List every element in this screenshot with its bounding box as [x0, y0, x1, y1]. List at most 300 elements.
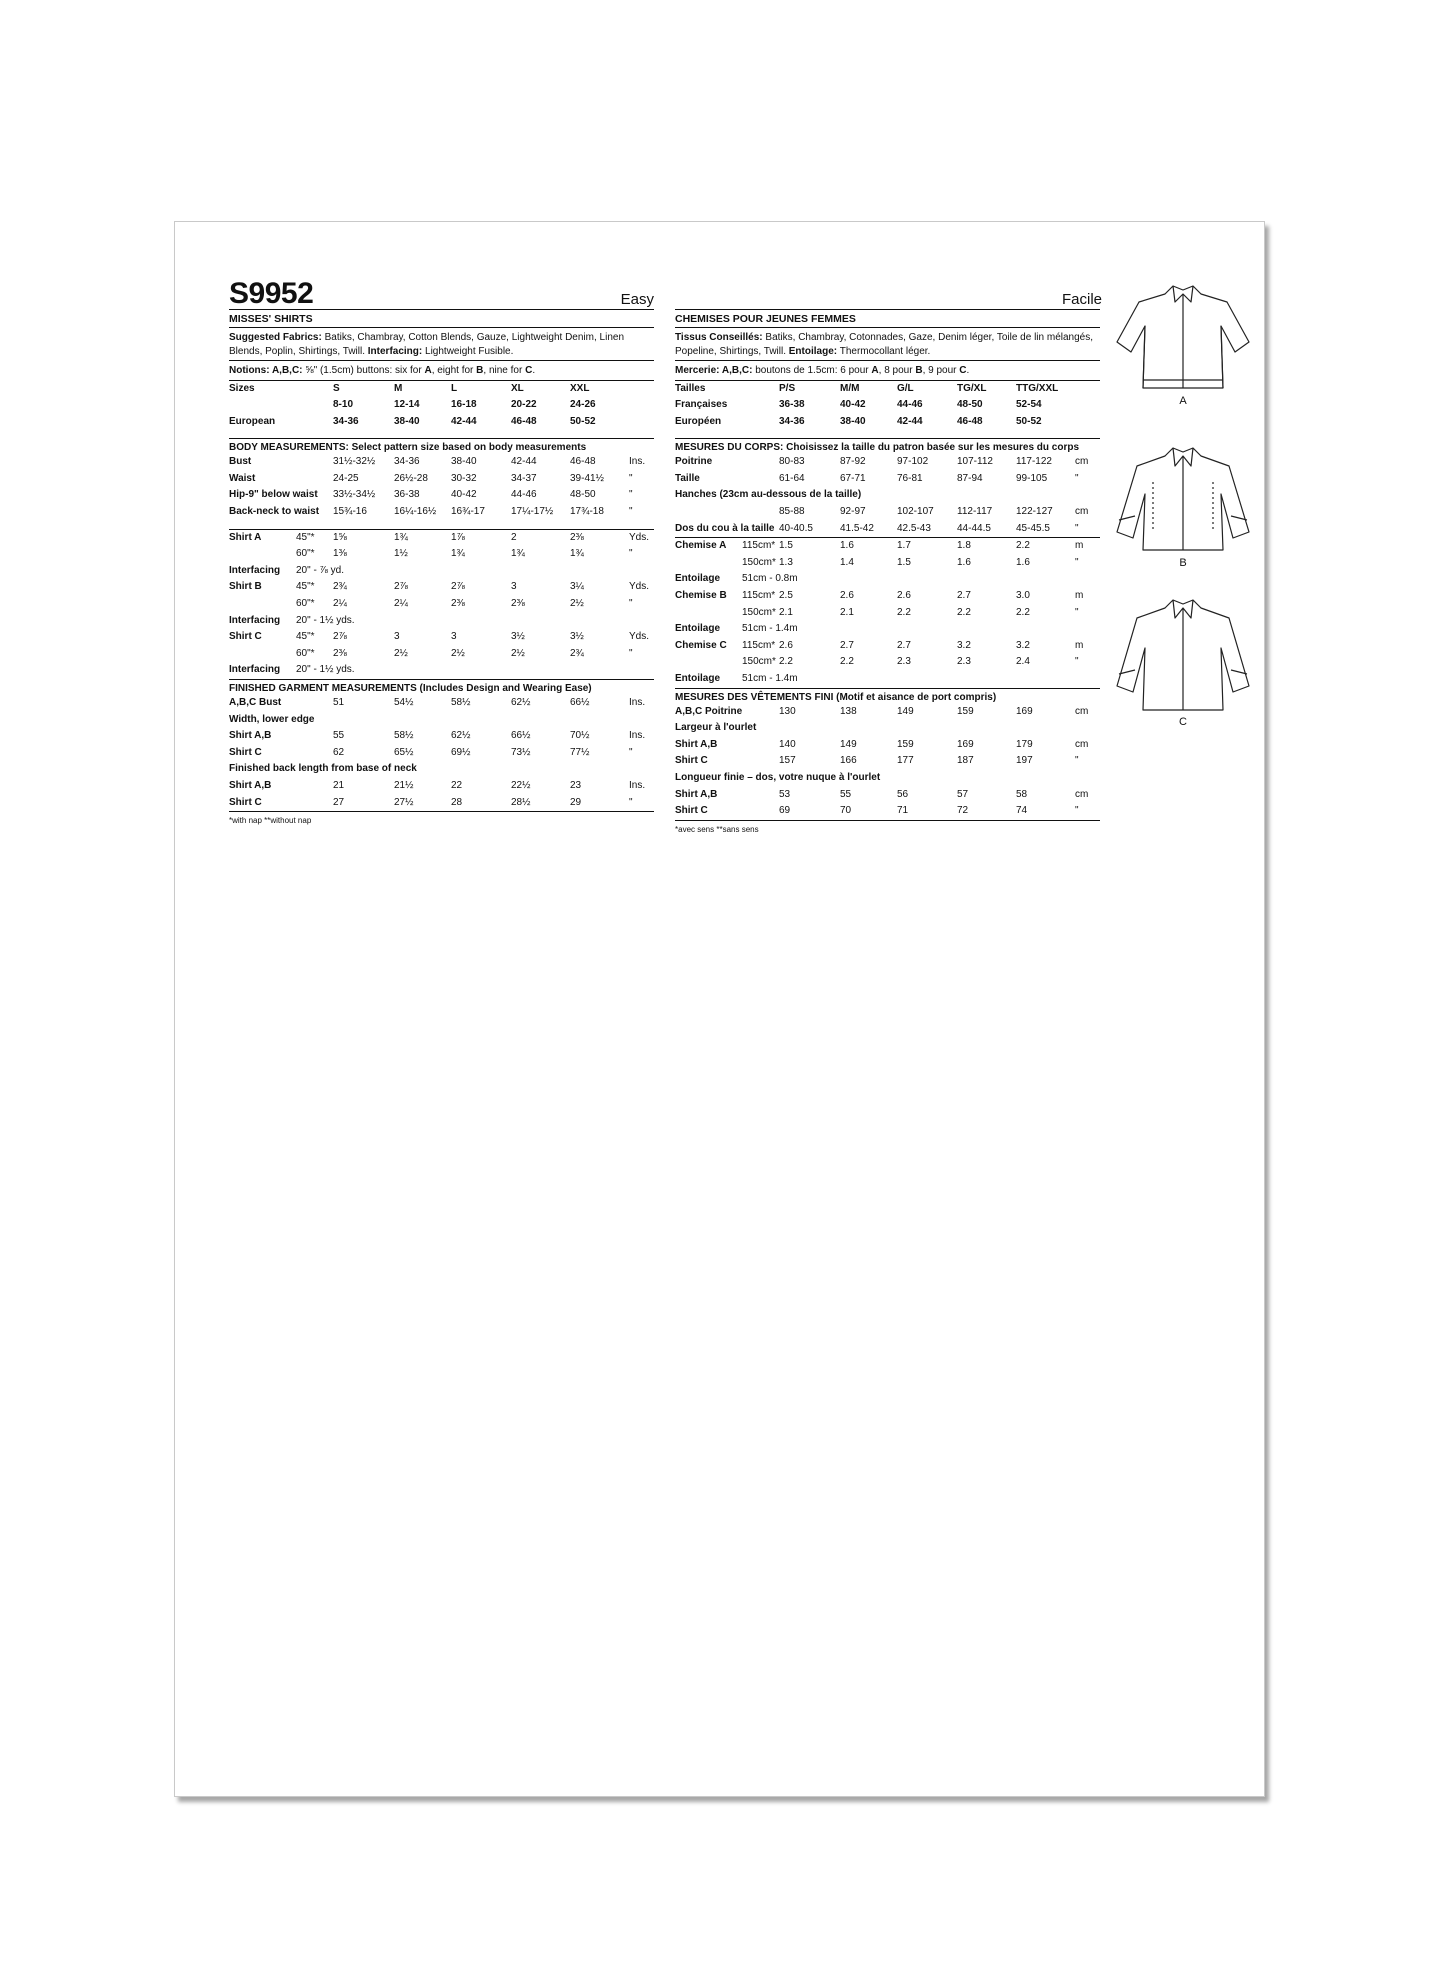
- english-column: [229, 279, 654, 825]
- table-cell: 66½: [511, 730, 531, 742]
- table-cell: 29: [570, 796, 582, 808]
- table-cell: 58½: [394, 730, 414, 742]
- table-cell: 3½: [570, 631, 584, 643]
- notions-text-fr-3: , 9 pour: [922, 365, 957, 376]
- table-cell: 44-46: [897, 399, 923, 411]
- table-cell: 2.2: [1016, 540, 1030, 552]
- table-cell: ": [1075, 472, 1079, 484]
- table-row: [675, 671, 1100, 688]
- table-cell: 69½: [451, 746, 471, 758]
- table-cell: 2.2: [1016, 606, 1030, 618]
- table-cell: 1⅜: [333, 548, 347, 560]
- table-cell: 166: [840, 755, 857, 767]
- difficulty-level-fr: Facile: [1061, 291, 1102, 308]
- table-cell: 34-36: [394, 456, 420, 468]
- table-row: [675, 471, 1100, 488]
- row-label: Shirt B: [229, 581, 262, 593]
- table-cell: M: [394, 382, 403, 394]
- table-cell: 149: [840, 738, 857, 750]
- table-row: [229, 712, 654, 729]
- table-cell: cm: [1075, 456, 1089, 468]
- notions-view-b: B: [476, 365, 484, 376]
- table-cell: 8-10: [333, 399, 354, 411]
- table-cell: 41.5-42: [840, 522, 874, 534]
- table-cell: ": [629, 506, 633, 518]
- table-cell: 46-48: [957, 415, 983, 427]
- table-cell: 2⅜: [511, 598, 525, 610]
- header-fr: [675, 279, 1100, 310]
- table-cell: XXL: [570, 382, 590, 394]
- table-row: [229, 613, 654, 630]
- fabrics-label: Suggested Fabrics:: [229, 332, 322, 343]
- row-label: Shirt C: [229, 631, 262, 643]
- table-cell: 69: [779, 805, 791, 817]
- table-cell: 40-42: [451, 489, 477, 501]
- table-row: [675, 381, 1100, 398]
- table-cell: XL: [511, 382, 524, 394]
- table-cell: 1¾: [511, 548, 525, 560]
- row-label: Interfacing: [229, 614, 281, 626]
- table-cell: M/M: [840, 382, 860, 394]
- table-cell: ": [629, 796, 633, 808]
- table-row: [675, 571, 1100, 588]
- table-cell: ": [1075, 805, 1079, 817]
- notions-view-a-fr: A: [871, 365, 879, 376]
- table-cell: 115cm*: [742, 590, 776, 602]
- fabrics-label-fr: Tissus Conseillés:: [675, 332, 763, 343]
- body-measurements-table: [229, 454, 654, 520]
- table-cell: 2.6: [779, 639, 793, 651]
- table-cell: 115cm*: [742, 639, 776, 651]
- fabrics-paragraph-fr: [675, 328, 1100, 361]
- table-cell: 60"*: [296, 647, 315, 659]
- table-cell: 51cm - 1.4m: [742, 623, 798, 635]
- table-row: [229, 414, 654, 431]
- table-row: [675, 538, 1100, 555]
- table-cell: ": [629, 647, 633, 659]
- table-cell: 40-40.5: [779, 522, 813, 534]
- table-row: [229, 563, 654, 580]
- table-cell: 16-18: [451, 399, 477, 411]
- row-label: Shirt C: [229, 796, 262, 808]
- table-cell: 159: [897, 738, 914, 750]
- table-cell: 2½: [570, 598, 584, 610]
- table-cell: 177: [897, 755, 914, 767]
- row-label: Entoilage: [675, 623, 721, 635]
- notions-text-3: , nine for: [483, 365, 523, 376]
- footnote-fr: *avec sens **sans sens: [675, 824, 759, 834]
- table-cell: 20" - 1½ yds.: [296, 664, 355, 676]
- row-label: Sizes: [229, 382, 255, 394]
- table-row: [229, 487, 654, 504]
- table-cell: 3.2: [1016, 639, 1030, 651]
- sketch-view-b: [1109, 442, 1257, 569]
- french-column: [675, 279, 1100, 834]
- table-cell: 45"*: [296, 581, 315, 593]
- table-cell: 1.3: [779, 556, 793, 568]
- table-row: [229, 795, 654, 812]
- table-row: [675, 720, 1100, 737]
- table-cell: 57: [957, 788, 969, 800]
- table-cell: cm: [1075, 705, 1089, 717]
- table-row: [675, 803, 1100, 820]
- table-cell: 2¾: [570, 647, 584, 659]
- table-cell: Yds.: [629, 581, 650, 593]
- table-cell: m: [1075, 639, 1084, 651]
- table-cell: 3¼: [570, 581, 584, 593]
- table-cell: 2⅞: [451, 581, 465, 593]
- row-label: Finished back length from base of neck: [229, 763, 417, 775]
- table-cell: 48-50: [957, 399, 983, 411]
- table-cell: 24-25: [333, 472, 359, 484]
- table-row: [229, 579, 654, 596]
- notions-text-fr-2: , 8 pour: [878, 365, 913, 376]
- table-cell: 102-107: [897, 506, 934, 518]
- table-cell: 1.7: [897, 540, 911, 552]
- table-row: [675, 397, 1100, 414]
- row-label: Chemise B: [675, 590, 727, 602]
- row-label: Shirt A: [229, 531, 262, 543]
- table-cell: cm: [1075, 788, 1089, 800]
- notions-paragraph-fr: [675, 361, 1100, 381]
- table-cell: 169: [1016, 705, 1033, 717]
- table-cell: 149: [897, 705, 914, 717]
- table-row: [229, 546, 654, 563]
- table-cell: ": [629, 489, 633, 501]
- table-cell: 58½: [451, 697, 471, 708]
- table-cell: 197: [1016, 755, 1033, 767]
- table-cell: 122-127: [1016, 506, 1053, 518]
- table-cell: 2.3: [897, 656, 911, 668]
- table-cell: 138: [840, 705, 857, 717]
- table-cell: 27½: [394, 796, 414, 808]
- table-cell: 2⅜: [570, 531, 584, 543]
- row-label: Chemise A: [675, 540, 727, 552]
- table-cell: 2.1: [779, 606, 793, 618]
- table-cell: 2.2: [957, 606, 971, 618]
- table-cell: 38-40: [840, 415, 866, 427]
- table-cell: 42-44: [897, 415, 923, 427]
- table-cell: 72: [957, 805, 969, 817]
- table-cell: P/S: [779, 382, 796, 394]
- table-row: [229, 381, 654, 398]
- table-row: [229, 745, 654, 762]
- notions-text-2: , eight for: [431, 365, 474, 376]
- table-cell: 70½: [570, 730, 590, 742]
- table-row: [675, 787, 1100, 804]
- table-cell: 44-46: [511, 489, 537, 501]
- table-cell: 16¼-16½: [394, 506, 437, 518]
- notions-view-c: C: [525, 365, 533, 376]
- table-cell: 187: [957, 755, 974, 767]
- table-cell: cm: [1075, 506, 1089, 518]
- table-cell: 2.2: [897, 606, 911, 618]
- table-cell: 2¼: [394, 598, 408, 610]
- notions-view-c-fr: C: [959, 365, 967, 376]
- table-cell: 157: [779, 755, 796, 767]
- table-cell: S: [333, 382, 340, 394]
- table-cell: 1¾: [451, 548, 465, 560]
- table-cell: 31½-32½: [333, 456, 376, 468]
- table-cell: 115cm*: [742, 540, 776, 552]
- table-row: [229, 761, 654, 778]
- table-cell: 58: [1016, 788, 1028, 800]
- body-measurements-title-fr: MESURES DU CORPS: Choisissez la taille du patron basée sur les mesures du corps: [675, 442, 1080, 454]
- table-row: [229, 629, 654, 646]
- table-cell: ": [629, 548, 633, 560]
- shirt-a-sketch-icon: [1109, 280, 1257, 395]
- row-label: Back-neck to waist: [229, 506, 320, 518]
- table-cell: 2.7: [840, 639, 854, 651]
- table-cell: 71: [897, 805, 909, 817]
- table-cell: 42.5-43: [897, 522, 931, 534]
- table-cell: 60"*: [296, 598, 315, 610]
- table-cell: 42-44: [511, 456, 537, 468]
- table-cell: 3.0: [1016, 590, 1030, 602]
- row-label: Hip-9" below waist: [229, 489, 318, 501]
- sizes-table: [229, 381, 654, 431]
- table-cell: 2¾: [333, 581, 347, 593]
- table-cell: 1¾: [570, 548, 584, 560]
- table-row: [229, 504, 654, 521]
- table-cell: 3: [451, 631, 457, 643]
- table-cell: 34-37: [511, 472, 537, 484]
- sketch-view-c: [1109, 594, 1257, 728]
- pattern-title: MISSES' SHIRTS: [229, 310, 654, 328]
- table-cell: 50-52: [1016, 415, 1042, 427]
- table-cell: 66½: [570, 697, 590, 708]
- table-cell: 48-50: [570, 489, 596, 501]
- table-row: [675, 654, 1100, 671]
- notions-view-a: A: [424, 365, 432, 376]
- table-cell: 1.6: [1016, 556, 1030, 568]
- table-cell: Yds.: [629, 531, 650, 543]
- row-label: Shirt A,B: [675, 788, 718, 800]
- table-cell: 77½: [570, 746, 590, 758]
- table-cell: 26½-28: [394, 472, 428, 484]
- table-cell: 61-64: [779, 472, 805, 484]
- row-label: Longueur finie – dos, votre nuque à l'ourlet: [675, 771, 881, 783]
- table-cell: 33½-34½: [333, 489, 376, 501]
- notions-text-fr: boutons de 1.5cm: 6 pour: [755, 365, 869, 376]
- interfacing-label: Interfacing:: [367, 345, 423, 357]
- table-cell: 2.2: [840, 656, 854, 668]
- table-row: [229, 454, 654, 471]
- table-cell: L: [451, 382, 458, 394]
- row-label: Hanches (23cm au-dessous de la taille): [675, 489, 862, 501]
- table-cell: 51: [333, 697, 345, 708]
- table-cell: 73½: [511, 746, 531, 758]
- table-cell: 12-14: [394, 399, 420, 411]
- table-cell: 112-117: [957, 506, 993, 518]
- table-cell: 20" - 1½ yds.: [296, 614, 355, 626]
- table-cell: 3.2: [957, 639, 971, 651]
- row-label: Dos du cou à la taille: [675, 522, 775, 534]
- table-cell: 21: [333, 779, 345, 791]
- table-cell: 51cm - 1.4m: [742, 673, 798, 684]
- table-cell: TTG/XXL: [1016, 382, 1059, 394]
- sketch-label-a: A: [1179, 395, 1187, 407]
- table-cell: 60"*: [296, 548, 315, 560]
- table-cell: 54½: [394, 697, 414, 708]
- table-cell: 2.2: [779, 656, 793, 668]
- row-label: Taille: [675, 472, 700, 484]
- table-row: [675, 753, 1100, 770]
- row-label: Width, lower edge: [229, 713, 315, 725]
- table-cell: 45"*: [296, 531, 315, 543]
- table-row: [229, 728, 654, 745]
- table-cell: 1¾: [394, 531, 408, 543]
- table-cell: 150cm*: [742, 656, 776, 668]
- table-cell: 1⅞: [451, 531, 465, 543]
- notions-view-b-fr: B: [915, 365, 923, 376]
- table-cell: Ins.: [629, 456, 646, 468]
- table-cell: 22½: [511, 779, 531, 791]
- table-cell: 1½: [394, 548, 408, 560]
- table-cell: 42-44: [451, 415, 477, 427]
- row-label: European: [229, 415, 276, 427]
- row-label: Shirt C: [229, 746, 262, 758]
- table-cell: 2⅞: [394, 581, 408, 593]
- table-cell: 67-71: [840, 472, 866, 484]
- table-row: [229, 695, 654, 712]
- table-row: [229, 646, 654, 663]
- interfacing-text: Lightweight Fusible.: [425, 345, 514, 357]
- row-label: Waist: [229, 472, 256, 484]
- table-cell: 87-92: [840, 456, 866, 468]
- table-row: [675, 555, 1100, 572]
- notions-text: ⅝" (1.5cm) buttons: six for: [305, 365, 422, 376]
- table-cell: 92-97: [840, 506, 866, 518]
- table-cell: 2½: [511, 647, 525, 659]
- footnote: *with nap **without nap: [229, 816, 312, 826]
- table-cell: 24-26: [570, 399, 596, 411]
- table-cell: 27: [333, 796, 345, 808]
- table-row: [675, 414, 1100, 431]
- table-cell: 2: [511, 531, 517, 543]
- row-label: Entoilage: [675, 673, 721, 684]
- table-cell: Ins.: [629, 697, 646, 708]
- table-cell: m: [1075, 540, 1084, 552]
- table-cell: 1.6: [957, 556, 971, 568]
- table-cell: Ins.: [629, 779, 646, 791]
- table-row: [675, 704, 1100, 721]
- table-cell: 22: [451, 779, 463, 791]
- table-cell: 1⅝: [333, 531, 347, 543]
- notions-paragraph: [229, 361, 654, 381]
- table-cell: 46-48: [511, 415, 537, 427]
- table-cell: 140: [779, 738, 796, 750]
- table-row: [675, 737, 1100, 754]
- table-cell: 34-36: [779, 415, 805, 427]
- table-row: [675, 588, 1100, 605]
- fabrics-text: Batiks, Chambray, Cotton Blends, Gauze, Lightweight Denim, Linen Blends, Poplin, Shirtings, Twill.: [229, 332, 625, 357]
- table-row: [675, 621, 1100, 638]
- header: [229, 279, 654, 310]
- row-label: Shirt A,B: [229, 779, 272, 791]
- table-cell: 34-36: [333, 415, 359, 427]
- table-row: [229, 530, 654, 547]
- table-cell: 52-54: [1016, 399, 1042, 411]
- table-cell: 2⅞: [333, 631, 347, 643]
- table-cell: TG/XL: [957, 382, 987, 394]
- row-label: Entoilage: [675, 573, 721, 585]
- table-cell: ": [1075, 556, 1079, 568]
- row-label: Tailles: [675, 382, 706, 394]
- table-cell: 17¾-18: [570, 506, 604, 518]
- fabrics-text-fr: Batiks, Chambray, Cotonnades, Gaze, Denim léger, Toile de lin mélangés, Popeline, Shirtings, Twill.: [675, 332, 1093, 357]
- table-cell: ": [629, 598, 633, 610]
- row-label: A,B,C Poitrine: [675, 705, 743, 717]
- table-cell: 45"*: [296, 631, 315, 643]
- table-cell: 70: [840, 805, 852, 817]
- table-cell: 1.8: [957, 540, 971, 552]
- table-cell: 30-32: [451, 472, 477, 484]
- table-cell: 51cm - 0.8m: [742, 573, 798, 585]
- table-row: [675, 638, 1100, 655]
- table-cell: 62½: [511, 697, 531, 708]
- fabrics-paragraph: [229, 328, 654, 361]
- table-cell: 130: [779, 705, 796, 717]
- row-label: Européen: [675, 415, 722, 427]
- table-row: [229, 778, 654, 795]
- table-cell: 45-45.5: [1016, 522, 1050, 534]
- table-cell: 20" - ⅞ yd.: [296, 564, 345, 576]
- table-cell: 150cm*: [742, 556, 776, 568]
- table-cell: 107-112: [957, 456, 993, 468]
- interfacing-text-fr: Thermocollant léger.: [839, 345, 931, 357]
- table-cell: 20-22: [511, 399, 537, 411]
- table-cell: 16¾-17: [451, 506, 485, 518]
- table-cell: 1.6: [840, 540, 854, 552]
- table-cell: 2.7: [957, 590, 971, 602]
- table-cell: 97-102: [897, 456, 929, 468]
- table-cell: 117-122: [1016, 456, 1052, 468]
- finished-measurements-table: [229, 695, 654, 811]
- table-cell: 38-40: [451, 456, 477, 468]
- table-cell: 159: [957, 705, 974, 717]
- row-label: Interfacing: [229, 664, 281, 676]
- shirt-b-sketch-icon: [1109, 442, 1257, 557]
- table-cell: 2.7: [897, 639, 911, 651]
- row-label: Interfacing: [229, 564, 281, 576]
- table-cell: 2.6: [897, 590, 911, 602]
- table-row: [675, 487, 1100, 504]
- sizes-table-fr: [675, 381, 1100, 431]
- row-label: Poitrine: [675, 456, 713, 468]
- table-cell: 74: [1016, 805, 1028, 817]
- finished-measurements-table-fr: [675, 704, 1100, 820]
- table-cell: 3: [511, 581, 517, 593]
- table-cell: ": [1075, 656, 1079, 668]
- table-cell: 2.5: [779, 590, 793, 602]
- table-cell: 46-48: [570, 456, 596, 468]
- table-cell: Ins.: [629, 730, 646, 742]
- table-row: [229, 471, 654, 488]
- table-cell: ": [1075, 522, 1079, 534]
- table-cell: Yds.: [629, 631, 650, 643]
- row-label: Françaises: [675, 399, 728, 411]
- table-cell: 65½: [394, 746, 414, 758]
- table-cell: ": [629, 746, 633, 758]
- row-label: Chemise C: [675, 639, 727, 651]
- table-row: [675, 770, 1100, 787]
- table-cell: ": [1075, 606, 1079, 618]
- table-cell: 55: [333, 730, 345, 742]
- interfacing-label-fr: Entoilage:: [788, 345, 838, 357]
- table-cell: 56: [897, 788, 909, 800]
- row-label: Shirt A,B: [229, 730, 272, 742]
